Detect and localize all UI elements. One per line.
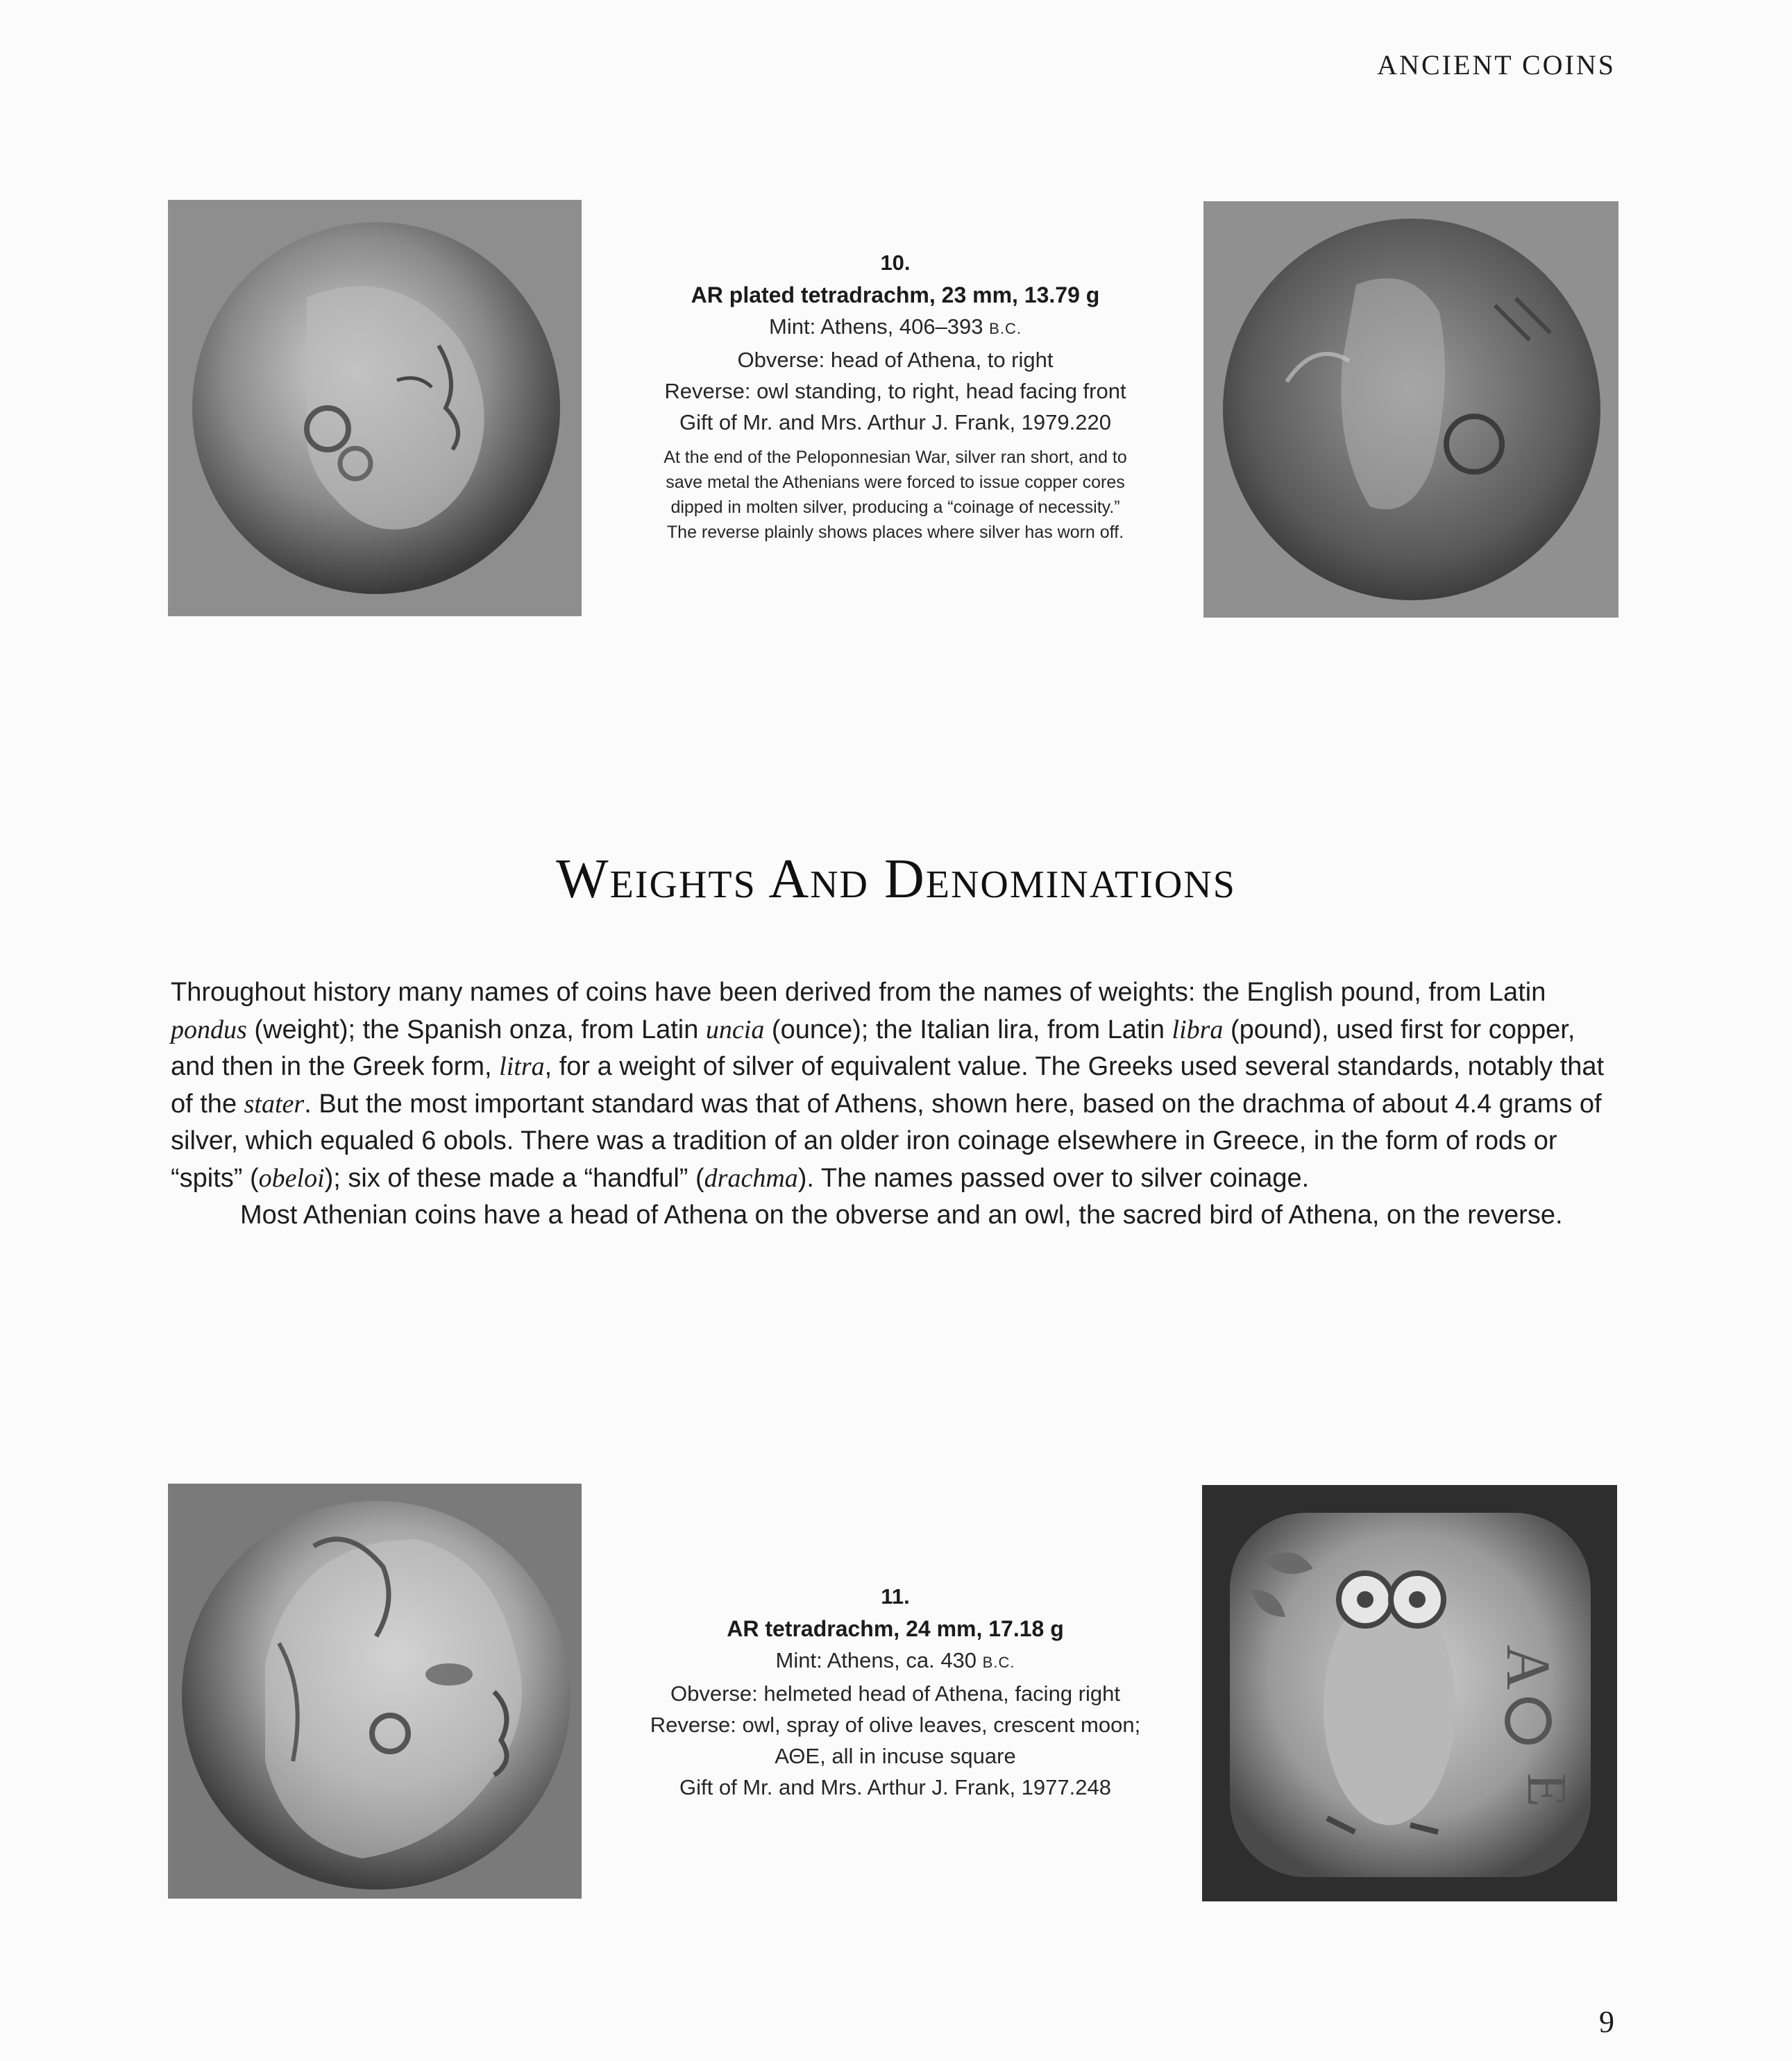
coin-11-reverse: Reverse: owl, spray of olive leaves, crescent moon; [650, 1713, 1141, 1737]
coin-11-number: 11. [881, 1584, 910, 1609]
coin-11-reverse-continued: ΑΘΕ, all in incuse square [775, 1744, 1016, 1768]
svg-text:Α: Α [1494, 1645, 1562, 1690]
coin-11-obverse-photo [168, 1484, 582, 1899]
coin-10-number: 10. [880, 251, 911, 275]
coin-11-obverse: Obverse: helmeted head of Athena, facing right [670, 1681, 1120, 1706]
coin-11-mint: Mint: Athens, ca. 430 B.C. [775, 1648, 1015, 1672]
svg-text:Ε: Ε [1516, 1773, 1577, 1807]
page-number: 9 [1599, 2005, 1614, 2039]
coin-10-caption [611, 247, 1180, 545]
coin-10-title: AR plated tetradrachm, 23 mm, 13.79 g [691, 282, 1100, 307]
coin-10-gift: Gift of Mr. and Mrs. Arthur J. Frank, 1979.220 [679, 410, 1111, 434]
running-head: ANCIENT COINS [1377, 49, 1616, 80]
coin-11-title: AR tetradrachm, 24 mm, 17.18 g [727, 1616, 1064, 1641]
coin-11-caption [611, 1581, 1180, 1803]
body-text [171, 974, 1621, 1235]
coin-10-obverse-photo [168, 200, 582, 616]
coin-10-reverse-photo [1203, 201, 1618, 618]
coin-10-note: At the end of the Peloponnesian War, silver ran short, and to save metal the Athenians were forced to issue copper cores dipped in molten silver, producing a “coinage of necessity.” The reverse plainly shows places where silver has worn off. [663, 448, 1127, 542]
body-paragraph-1: Throughout history many names of coins have been derived from the names of weights: the English pound, from Latin pondus (weight); the Spanish onza, from Latin uncia (ounce); the Italian lira, from Latin libra (pound), used first for copper, and then in the Greek form, litra, for a weight of silver of equivalent value. The Greeks used several standards, notably that of the stater. But the most important standard was that of Athens, shown here, based on the drachma of about 4.4 grams of silver, which equaled 6 obols. There was a tradition of an older iron coinage elsewhere in Greece, in the form of rods or “spits” (obeloi); six of these made a “handful” (drachma). The names passed over to silver coinage. [171, 978, 1605, 1193]
coin-10-reverse: Reverse: owl standing, to right, head facing front [664, 379, 1126, 403]
coin-10-mint: Mint: Athens, 406–393 B.C. [769, 314, 1022, 339]
body-paragraph-2: Most Athenian coins have a head of Athena on the obverse and an owl, the sacred bird of Athena, on the reverse. [240, 1201, 1563, 1230]
coin-11-reverse-photo [1202, 1485, 1617, 1901]
coin-10-obverse: Obverse: head of Athena, to right [737, 348, 1054, 372]
section-title: Weights And Denominations [556, 849, 1236, 910]
coin-11-gift: Gift of Mr. and Mrs. Arthur J. Frank, 1977.248 [679, 1775, 1111, 1799]
